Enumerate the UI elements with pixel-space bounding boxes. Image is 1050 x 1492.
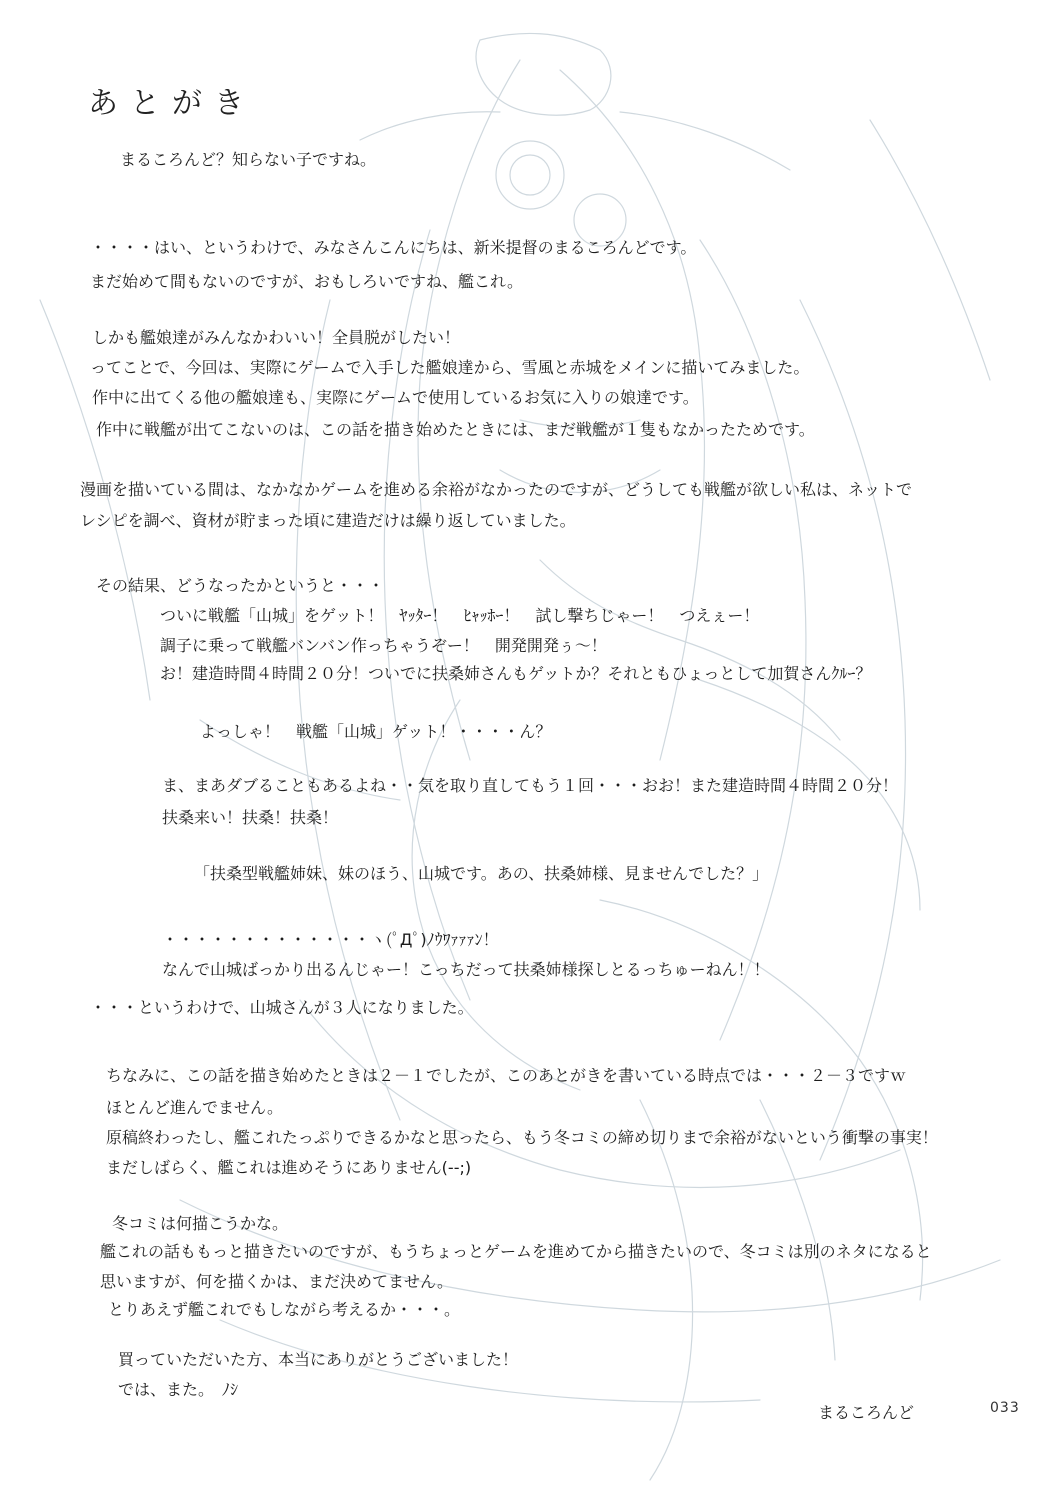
- text-line: ・・・・・・・・・・・・・ヽ(ﾟДﾟ)ﾉｳﾜｧｧｧﾝ！: [162, 930, 499, 949]
- text-line: ・・・というわけで、山城さんが３人になりました。: [90, 998, 474, 1017]
- text-line: 漫画を描いている間は、なかなかゲームを進める余裕がなかったのですが、どうしても戦艦が欲しい私は、ネットで: [80, 480, 913, 499]
- text-line: ついに戦艦「山城」をゲット！ ﾔｯﾀｰ！ ﾋｬｯﾎｰ！ 試し撃ちじゃー！ つえぇー！: [160, 606, 760, 625]
- text-line: その結果、どうなったかというと・・・: [96, 576, 385, 595]
- text-line: ちなみに、この話を描き始めたときは２－１でしたが、このあとがきを書いている時点では・・・２－３ですｗ: [106, 1066, 907, 1085]
- text-line: 買っていただいた方、本当にありがとうございました！: [118, 1350, 519, 1369]
- author-signature: まるころんど: [818, 1403, 915, 1422]
- page-number: 033: [990, 1400, 1020, 1416]
- text-line: よっしゃ！ 戦艦「山城」ゲット！・・・・ん？: [200, 722, 552, 741]
- text-line: 扶桑来い！扶桑！扶桑！: [162, 808, 339, 827]
- text-line: お！建造時間４時間２０分！ついでに扶桑姉さんもゲットか？それともひょっとして加賀さんｸﾙｰ？: [160, 664, 872, 683]
- text-line: とりあえず艦これでもしながら考えるか・・・。: [108, 1300, 461, 1319]
- text-line: ま、まあダブることもあるよね・・気を取り直してもう１回・・・おお！また建造時間４時間２０分！: [162, 776, 899, 795]
- text-line: 作中に戦艦が出てこないのは、この話を描き始めたときには、まだ戦艦が１隻もなかったためです。: [96, 420, 815, 439]
- text-line: 艦これの話ももっと描きたいのですが、もうちょっとゲームを進めてから描きたいので、冬コミは別のネタになると: [100, 1242, 932, 1261]
- text-line: まるころんど？知らない子ですね。: [120, 150, 377, 169]
- text-line: 「扶桑型戦艦姉妹、妹のほう、山城です。あの、扶桑姉様、見ませんでした？」: [194, 864, 769, 883]
- text-line: ・・・・はい、というわけで、みなさんこんにちは、新米提督のまるころんどです。: [90, 238, 697, 257]
- text-line: ほとんど進んでません。: [106, 1098, 283, 1117]
- text-line: では、また。 ﾉｼ: [118, 1380, 239, 1399]
- text-line: まだしばらく、艦これは進めそうにありません(--;): [106, 1158, 472, 1177]
- text-line: 調子に乗って戦艦バンバン作っちゃうぞー！ 開発開発ぅ～！: [160, 636, 607, 655]
- text-line: 思いますが、何を描くかは、まだ決めてません。: [100, 1272, 453, 1291]
- text-line: しかも艦娘達がみんなかわいい！全員脱がしたい！: [92, 328, 461, 347]
- text-line: ってことで、今回は、実際にゲームで入手した艦娘達から、雪風と赤城をメインに描いてみました。: [90, 358, 810, 377]
- text-line: 冬コミは何描こうかな。: [112, 1214, 289, 1233]
- text-line: 原稿終わったし、艦これたっぷりできるかなと思ったら、もう冬コミの締め切りまで余裕がないという衝撃の事実！: [106, 1128, 938, 1147]
- text-line: まだ始めて間もないのですが、おもしろいですね、艦これ。: [90, 272, 523, 291]
- page-title: あとがき: [88, 86, 256, 121]
- text-line: 作中に出てくる他の艦娘達も、実際にゲームで使用しているお気に入りの娘達です。: [92, 388, 699, 407]
- text-line: レシピを調べ、資材が貯まった頃に建造だけは繰り返していました。: [80, 511, 576, 530]
- text-line: なんで山城ばっかり出るんじゃー！こっちだって扶桑姉様探しとるっちゅーねん！！: [162, 960, 770, 979]
